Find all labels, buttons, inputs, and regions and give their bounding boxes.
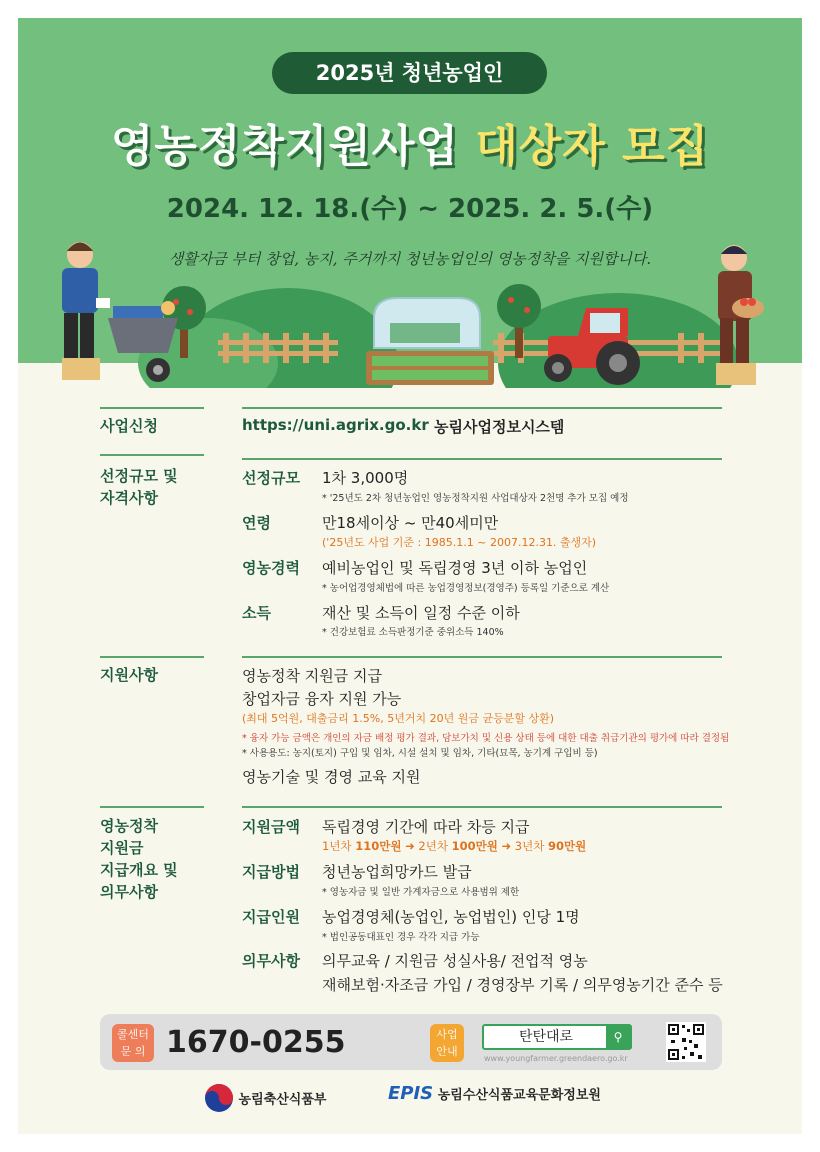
- label-method: 지급방법: [242, 863, 300, 881]
- label-experience: 영농경력: [242, 559, 300, 577]
- ministry-logo: [204, 1083, 326, 1113]
- title-highlight: 대상자 모집: [475, 121, 710, 172]
- value-scale: 1차 3,000명: [322, 469, 409, 487]
- value-persons: 농업경영체(농업인, 농업법인) 인당 1명: [322, 908, 580, 926]
- epis-mark: EPIS: [388, 1083, 434, 1104]
- year-1-label: 1년차: [322, 839, 352, 853]
- support-line-3: 영농기술 및 경영 교육 지원: [242, 768, 421, 786]
- value-income: 재산 및 소득이 일정 수준 이하: [322, 604, 520, 622]
- value-method: 청년농업희망카드 발급: [322, 863, 472, 881]
- note-method: * 영농자금 및 일반 가계자금으로 사용범위 제한: [322, 887, 520, 898]
- label-persons: 지급인원: [242, 908, 300, 926]
- divider: [242, 806, 722, 808]
- heading-line: 자격사항: [100, 489, 158, 507]
- greenhouse: [374, 298, 480, 348]
- divider: [242, 407, 722, 409]
- phone-number[interactable]: 1670-0255: [166, 1025, 346, 1060]
- label-amount: 지원금액: [242, 818, 300, 836]
- divider: [100, 407, 204, 409]
- search-text: 탄탄대로: [518, 1029, 574, 1045]
- year-badge: 2025년 청년농업인: [272, 52, 547, 94]
- search-box[interactable]: [482, 1024, 632, 1050]
- divider: [100, 454, 204, 456]
- heading-line: 의무사항: [100, 883, 158, 901]
- heading-line: 지급개요 및: [100, 861, 178, 879]
- year-3-amount: 90만원: [547, 839, 587, 853]
- badge-line: 사업: [436, 1028, 458, 1041]
- poster: [18, 18, 802, 1134]
- search-icon[interactable]: ⚲: [606, 1026, 630, 1048]
- year-2-amount: 100만원: [451, 839, 498, 853]
- age-birth-range: ('25년도 사업 기준 : 1985.1.1 ~ 2007.12.31. 출생자): [322, 536, 597, 549]
- yearly-amounts: [322, 838, 586, 854]
- taegeuk-icon: [204, 1083, 234, 1113]
- section-heading-payment: [100, 815, 178, 903]
- site-url[interactable]: www.youngfarmer.greendaero.go.kr: [484, 1054, 628, 1063]
- arrow-right-icon: ➜: [405, 839, 415, 853]
- section-heading-apply: 사업신청: [100, 417, 158, 435]
- divider: [100, 656, 204, 658]
- epis-logo: [388, 1083, 601, 1104]
- section-heading-eligibility: [100, 465, 178, 509]
- note-persons: * 법인공동대표인 경우 각각 지급 가능: [322, 932, 480, 943]
- heading-line: 영농정착: [100, 817, 158, 835]
- contact-bar: [100, 1014, 722, 1070]
- heading-line: 지원금: [100, 839, 144, 857]
- note-experience: * 농어업경영체법에 따른 농업경영정보(경영주) 등록일 기준으로 계산: [322, 583, 610, 594]
- badge-line: 콜센터: [117, 1028, 149, 1041]
- heading-line: 선정규모 및: [100, 467, 178, 485]
- plant-bed: [366, 351, 494, 385]
- arrow-right-icon: ➜: [501, 839, 512, 853]
- note-income: * 건강보험료 소득판정기준 중위소득 140%: [322, 627, 504, 638]
- ministry-name: 농림축산식품부: [238, 1092, 327, 1108]
- apply-url-link[interactable]: https://uni.agrix.go.kr: [242, 416, 429, 434]
- call-center-badge: [112, 1024, 154, 1062]
- apply-system-name: 농림사업정보시스템: [434, 418, 565, 436]
- support-red-note: * 융자 가능 금액은 개인의 자금 배정 평가 결과, 담보가치 및 신용 상태 등에 대한 대출 취급기관의 평가에 따라 결정됨: [242, 733, 730, 744]
- qr-code-icon[interactable]: [666, 1022, 706, 1062]
- support-note: * 사용용도: 농지(토지) 구입 및 임차, 시설 설치 및 임차, 기타(묘목, 농기계 구입비 등): [242, 748, 598, 759]
- year-1-amount: 110만원: [355, 839, 402, 853]
- year-3-label: 3년차: [514, 839, 545, 853]
- year-2-label: 2년차: [418, 839, 448, 853]
- value-experience: 예비농업인 및 독립경영 3년 이하 농업인: [322, 559, 588, 577]
- title-main: 영농정착지원사업: [110, 121, 459, 172]
- label-duties: 의무사항: [242, 952, 300, 970]
- note-scale: * '25년도 2차 청년농업인 영농정착지원 사업대상자 2천명 추가 모집 예정: [322, 493, 629, 504]
- page-title: [18, 110, 802, 174]
- epis-name: 농림수산식품교육문화정보원: [437, 1088, 601, 1103]
- value-amount: 독립경영 기간에 따라 차등 지급: [322, 818, 530, 836]
- support-line-2: 창업자금 융자 지원 가능: [242, 690, 402, 708]
- duty-line-1: 의무교육 / 지원금 성실사용/ 전업적 영농: [322, 952, 588, 970]
- section-heading-support: 지원사항: [100, 666, 158, 684]
- divider: [100, 806, 204, 808]
- hero-subtitle: 생활자금 부터 창업, 농지, 주거까지 청년농업인의 영농정착을 지원합니다.: [168, 250, 652, 268]
- badge-line: 안내: [436, 1045, 458, 1058]
- divider: [242, 656, 722, 658]
- label-income: 소득: [242, 604, 271, 622]
- badge-line: 문 의: [120, 1045, 146, 1058]
- value-age: 만18세이상 ~ 만40세미만: [322, 514, 499, 532]
- info-badge: [430, 1024, 464, 1062]
- support-loan-terms: (최대 5억원, 대출금리 1.5%, 5년거치 20년 원금 균등분할 상환): [242, 712, 555, 725]
- label-scale: 선정규모: [242, 469, 300, 487]
- recruit-period: 2024. 12. 18.(수) ~ 2025. 2. 5.(수): [166, 194, 654, 224]
- label-age: 연령: [242, 514, 271, 532]
- duty-line-2: 재해보험·자조금 가입 / 경영장부 기록 / 의무영농기간 준수 등: [322, 976, 723, 994]
- support-line-1: 영농정착 지원금 지급: [242, 667, 382, 685]
- divider: [242, 458, 722, 460]
